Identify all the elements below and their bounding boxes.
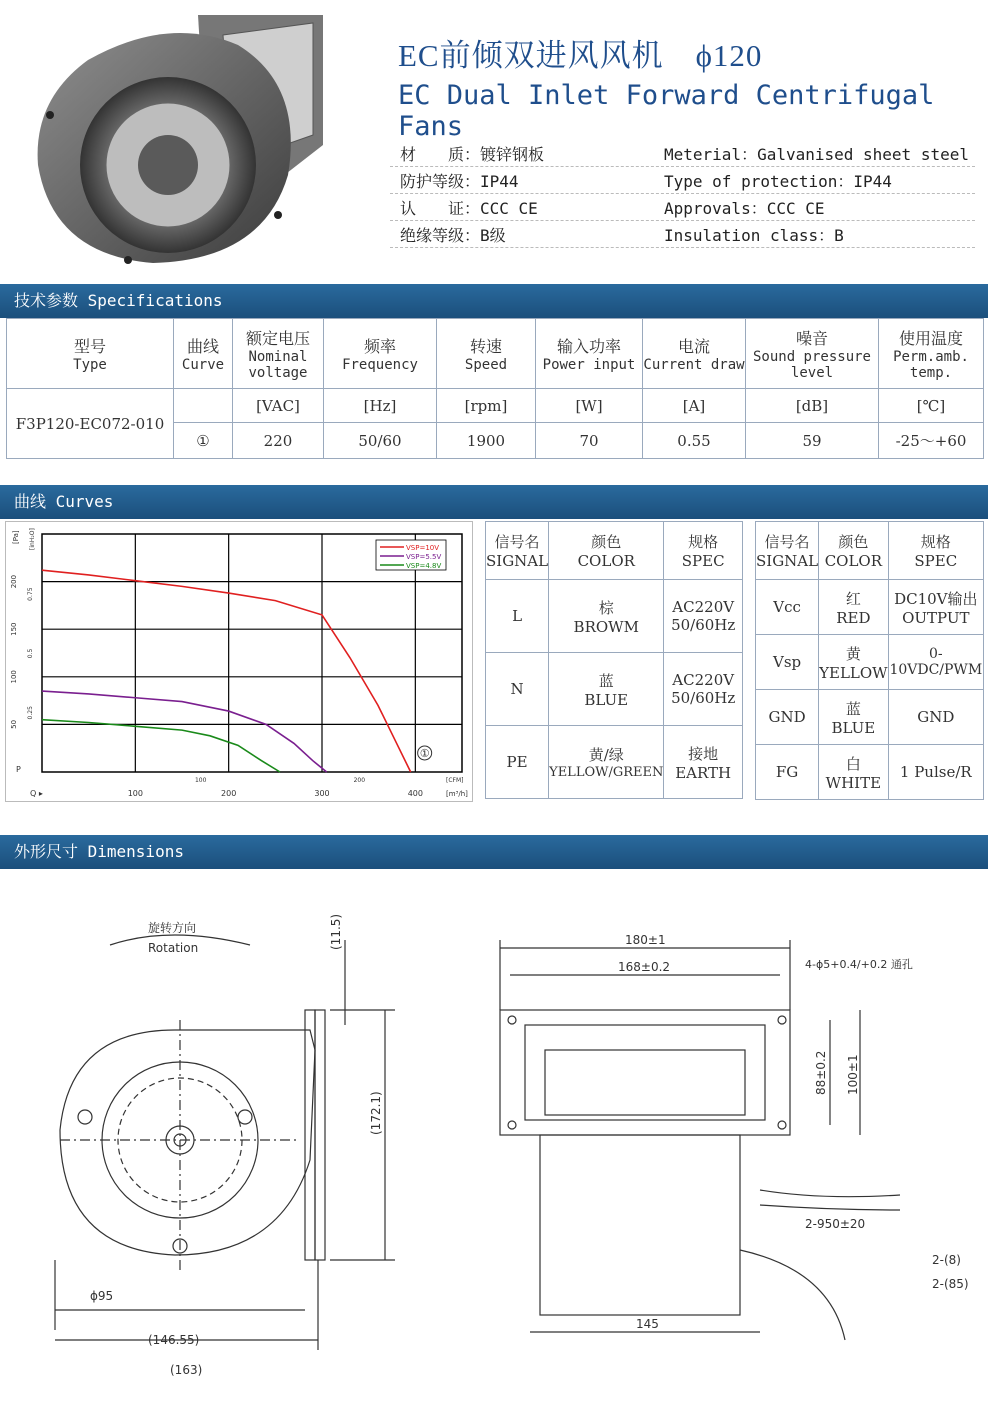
wire-spec-line: 50/60Hz <box>671 689 736 707</box>
header-zh: 使用温度 <box>898 329 963 348</box>
property-row <box>390 140 975 167</box>
wire-header <box>549 522 664 580</box>
property-zh: 认 证：CCC CE <box>400 198 538 218</box>
wire-spec <box>664 580 743 653</box>
wire-header-en: SPEC <box>914 552 958 570</box>
wire-spec-line: 50/60Hz <box>671 616 736 634</box>
legend-label: VSP=5.5V <box>406 553 442 561</box>
wire-signal: GND <box>756 690 819 745</box>
wire-spec <box>888 580 983 635</box>
unit-cell: [rpm] <box>437 389 536 423</box>
wire-header <box>486 522 549 580</box>
fan-product-image <box>28 5 328 267</box>
property-en: Type of protection：IP44 <box>664 171 892 191</box>
curve-number: ① <box>174 423 233 459</box>
wire-spec-line: OUTPUT <box>902 608 970 627</box>
wire-color-zh: 黄/绿 <box>588 746 624 764</box>
y-tick-label: 100 <box>10 670 18 684</box>
dim-phi95: ϕ95 <box>90 1289 114 1303</box>
wire-color-zh: 蓝 <box>598 671 614 690</box>
header-en: Current draw <box>643 357 745 373</box>
wire-spec <box>664 726 743 799</box>
header-power <box>536 319 643 389</box>
property-en: Approvals：CCC CE <box>664 198 825 218</box>
legend-label: VSP=10V <box>406 544 440 552</box>
wire-color-en: BLUE <box>584 690 629 709</box>
x2-unit-label: [CFM] <box>446 777 464 784</box>
dim-146-55: (146.55) <box>148 1333 200 1347</box>
property-zh: 绝缘等级：B级 <box>400 225 506 245</box>
dim-168: 168±0.2 <box>618 960 671 974</box>
header-current <box>643 319 746 389</box>
wire-color-en: BLUE <box>831 718 876 737</box>
header-en: Type <box>73 357 107 373</box>
wire-header-en: SPEC <box>681 552 725 570</box>
x-tick-label: 300 <box>314 789 330 798</box>
header-en: Nominal voltage <box>248 349 308 381</box>
y2-tick-label: 0.25 <box>27 706 34 720</box>
dim-163: (163) <box>170 1363 203 1377</box>
unit-blank <box>174 389 233 423</box>
wire-header-zh: 信号名 <box>764 533 810 551</box>
wire-row <box>486 653 743 726</box>
wire-spec <box>888 635 983 690</box>
title-chinese: EC前倾双进风风机 ϕ120 <box>398 38 763 73</box>
property-en: Meterial：Galvanised sheet steel <box>664 144 969 164</box>
performance-chart <box>5 521 473 802</box>
dim-145: 145 <box>636 1317 659 1331</box>
wire-header-zh: 规格 <box>920 533 951 551</box>
header-zh: 输入功率 <box>556 337 621 356</box>
value-cell: -25～+60 <box>879 423 984 459</box>
header-speed <box>437 319 536 389</box>
rotation-en: Rotation <box>148 941 199 955</box>
front-view <box>55 935 395 1350</box>
value-cell: 0.55 <box>643 423 746 459</box>
dim-cable: 2-950±20 <box>805 1217 866 1231</box>
x-axis-label: Q ▸ <box>30 789 43 798</box>
x-tick-label: 100 <box>127 789 143 798</box>
unit-cell: [A] <box>643 389 746 423</box>
wire-color <box>819 580 889 635</box>
wire-header <box>888 522 983 580</box>
value-cell: 1900 <box>437 423 536 459</box>
y-tick-label: 50 <box>10 719 18 729</box>
model-type: F3P120-EC072-010 <box>7 389 174 459</box>
wire-color <box>819 635 889 690</box>
property-row <box>390 194 975 221</box>
wire-row <box>756 690 984 745</box>
wire-color-en: RED <box>836 608 871 627</box>
spec-header-row <box>7 319 984 389</box>
wire-header-row <box>486 522 743 580</box>
section-specifications: 技术参数 Specifications <box>0 284 988 318</box>
wire-header <box>756 522 819 580</box>
wire-row <box>756 745 984 800</box>
wire-color-en: YELLOW <box>819 663 888 682</box>
wire-header-zh: 颜色 <box>591 533 622 551</box>
property-row <box>390 167 975 194</box>
wire-spec-line: GND <box>917 708 955 726</box>
wire-color-zh: 黄 <box>845 644 861 663</box>
header-voltage <box>233 319 324 389</box>
value-cell: 50/60 <box>324 423 437 459</box>
property-zh: 材 质：镀锌钢板 <box>400 144 545 164</box>
wire-signal: PE <box>486 726 549 799</box>
wire-color <box>819 690 889 745</box>
wiring-table-left <box>485 521 743 799</box>
wire-header-zh: 颜色 <box>838 533 869 551</box>
y-axis-label: P <box>16 765 21 774</box>
wire-signal: Vsp <box>756 635 819 690</box>
wire-header-en: SIGNAL <box>486 552 549 570</box>
header-zh: 曲线 <box>186 337 219 356</box>
wire-spec-line: 1 Pulse/R <box>899 763 972 781</box>
header-en: Curve <box>181 357 225 373</box>
wire-spec <box>888 690 983 745</box>
wire-signal: FG <box>756 745 819 800</box>
wire-row <box>486 580 743 653</box>
y-tick-label: 150 <box>10 622 18 636</box>
wire-color-zh: 白 <box>845 754 861 773</box>
spec-table <box>6 318 984 459</box>
wire-header-zh: 规格 <box>688 533 719 551</box>
wire-header-row <box>756 522 984 580</box>
wire-spec-line: 0-10VDC/PWM <box>889 646 983 678</box>
header-type <box>7 319 174 389</box>
wire-color-en: WHITE <box>825 773 882 792</box>
unit-cell: [VAC] <box>233 389 324 423</box>
properties-list <box>390 140 975 248</box>
dim-holes: 4-ϕ5+0.4/+0.2 通孔 <box>805 958 913 971</box>
property-row <box>390 221 975 248</box>
spec-units-row <box>7 389 984 423</box>
wire-color <box>549 580 664 653</box>
header-sound <box>746 319 879 389</box>
wire-header <box>664 522 743 580</box>
header-frequency <box>324 319 437 389</box>
dimension-drawing <box>0 870 988 1409</box>
wire-header-en: SIGNAL <box>756 552 819 570</box>
header-zh: 频率 <box>363 337 396 356</box>
wire-header-en: COLOR <box>824 552 883 570</box>
wire-color-zh: 棕 <box>598 598 614 617</box>
x-unit-label: [m³/h] <box>446 790 468 798</box>
value-cell: 70 <box>536 423 643 459</box>
header-curve <box>174 319 233 389</box>
wire-row <box>756 635 984 690</box>
y2-tick-label: 0.5 <box>27 648 34 659</box>
wire-color <box>549 653 664 726</box>
dim-8: 2-(8) <box>932 1253 961 1267</box>
wire-spec-line: AC220V <box>672 671 735 689</box>
wire-signal: L <box>486 580 549 653</box>
y2-unit-label: [inH₂O] <box>29 528 36 550</box>
section-dimensions: 外形尺寸 Dimensions <box>0 835 988 869</box>
wire-color <box>549 726 664 799</box>
dim-172-1: (172.1) <box>369 1091 383 1135</box>
wire-spec-line: EARTH <box>675 763 732 782</box>
wiring-table-right <box>755 521 984 800</box>
header-en: Sound pressure level <box>752 349 871 381</box>
y-tick-label: 200 <box>10 574 18 589</box>
y-unit-label: [Pa] <box>12 530 20 544</box>
rotation-zh: 旋转方向 <box>148 921 197 935</box>
header-zh: 型号 <box>73 337 106 356</box>
dim-88: 88±0.2 <box>814 1050 828 1095</box>
chart-svg <box>6 522 472 801</box>
property-zh: 防护等级：IP44 <box>400 171 519 191</box>
unit-cell: [W] <box>536 389 643 423</box>
header-en: Perm.amb. temp. <box>893 349 969 381</box>
header-en: Speed <box>464 357 508 373</box>
dim-11-5: (11.5) <box>329 913 343 950</box>
dim-85: 2-(85) <box>932 1277 969 1291</box>
header-zh: 噪音 <box>795 329 828 348</box>
dim-180: 180±1 <box>625 933 666 947</box>
wire-spec-line: 接地 <box>688 744 719 763</box>
wire-color-en: BROWM <box>573 617 639 636</box>
unit-cell: [℃] <box>879 389 984 423</box>
x2-tick-label: 100 <box>194 777 207 784</box>
legend-label: VSP=4.8V <box>406 562 442 570</box>
wire-header-zh: 信号名 <box>494 533 540 551</box>
wire-spec <box>664 653 743 726</box>
wire-color <box>819 745 889 800</box>
wire-signal: Vcc <box>756 580 819 635</box>
unit-cell: [dB] <box>746 389 879 423</box>
wire-header-en: COLOR <box>577 552 635 570</box>
header-en: Power input <box>542 357 636 373</box>
curve-marker: ① <box>419 746 430 760</box>
dim-100: 100±1 <box>846 1054 860 1095</box>
x2-tick-label: 200 <box>353 777 366 784</box>
wire-color-zh: 蓝 <box>845 699 861 718</box>
wire-color-zh: 红 <box>845 589 861 608</box>
wire-row <box>486 726 743 799</box>
wire-row <box>756 580 984 635</box>
value-cell: 59 <box>746 423 879 459</box>
x-tick-label: 200 <box>221 789 237 798</box>
wire-color-en: YELLOW/GREEN <box>549 765 664 780</box>
header-en: Frequency <box>342 357 418 373</box>
value-cell: 220 <box>233 423 324 459</box>
header-zh: 转速 <box>469 337 502 356</box>
property-en: Insulation class：B <box>664 225 844 245</box>
side-view <box>500 940 900 1340</box>
wire-signal: N <box>486 653 549 726</box>
header-zh: 额定电压 <box>245 329 310 348</box>
wire-header <box>819 522 889 580</box>
unit-cell: [Hz] <box>324 389 437 423</box>
header-zh: 电流 <box>677 337 710 356</box>
section-curves: 曲线 Curves <box>0 485 988 519</box>
wire-spec-line: DC10V输出 <box>894 589 978 608</box>
wire-spec <box>888 745 983 800</box>
header-temp <box>879 319 984 389</box>
x-tick-label: 400 <box>407 789 423 798</box>
y2-tick-label: 0.75 <box>27 587 34 601</box>
wire-spec-line: AC220V <box>672 598 735 616</box>
title-english: EC Dual Inlet Forward Centrifugal Fans <box>398 80 935 142</box>
